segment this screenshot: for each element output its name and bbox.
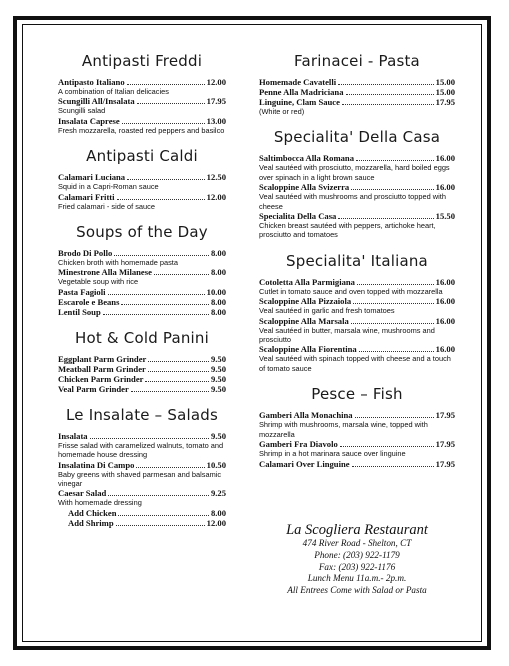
dot-leader bbox=[137, 96, 205, 104]
section-title: Antipasti Freddi bbox=[81, 52, 203, 70]
menu-item-description: Chicken breast sautéed with peppers, artichoke heart, prosciutto and tomatoes bbox=[259, 221, 436, 240]
menu-item-price: 8.00 bbox=[210, 507, 226, 518]
menu-item-price: 12.00 bbox=[206, 77, 226, 87]
menu-item-price: 8.00 bbox=[210, 248, 226, 259]
menu-item-description: Fried calamari - side of sauce bbox=[58, 201, 155, 211]
menu-item bbox=[259, 316, 455, 345]
dot-leader bbox=[103, 307, 209, 315]
menu-item bbox=[58, 287, 226, 297]
menu-item-row bbox=[58, 354, 226, 364]
menu-item-row bbox=[259, 182, 455, 192]
menu-item bbox=[58, 297, 226, 307]
menu-item-row bbox=[58, 518, 226, 528]
menu-item-name: Penne Alla Madriciana bbox=[259, 87, 344, 97]
menu-item-description: Shrimp in a hot marinara sauce over linguine bbox=[259, 449, 406, 459]
menu-item-price: 12.00 bbox=[206, 517, 226, 528]
section-title: Specialita' Italiana bbox=[286, 251, 428, 270]
menu-item-description: Squid in a Capri-Roman sauce bbox=[58, 182, 159, 192]
menu-item-row bbox=[58, 384, 226, 394]
dot-leader bbox=[127, 172, 205, 180]
menu-item bbox=[259, 87, 455, 97]
menu-item bbox=[259, 410, 455, 439]
restaurant-address: 474 River Road - Shelton, CT bbox=[302, 538, 412, 548]
menu-item-price: 16.00 bbox=[435, 315, 455, 326]
menu-item-name: Specialita Della Casa bbox=[259, 211, 337, 222]
menu-item-row bbox=[58, 96, 226, 106]
dot-leader bbox=[118, 508, 208, 516]
menu-item-price: 9.50 bbox=[210, 373, 226, 384]
menu-item bbox=[259, 77, 455, 87]
menu-item bbox=[259, 344, 455, 373]
menu-item-description: Veal sautéed with mushrooms and prosciutto topped with cheese bbox=[259, 192, 446, 211]
menu-item-description: Veal sautéed with prosciutto, mozzarella, hard boiled eggs over spinach in a light brown sauce bbox=[259, 163, 450, 182]
menu-item-row bbox=[58, 488, 226, 498]
menu-item-price: 9.50 bbox=[210, 353, 226, 364]
menu-item-name: Scaloppine Alla Svizerra bbox=[259, 182, 350, 193]
menu-item-price: 12.50 bbox=[206, 172, 226, 183]
dot-leader bbox=[340, 439, 434, 447]
dot-leader bbox=[351, 316, 434, 324]
section-title: Hot & Cold Panini bbox=[75, 328, 209, 347]
dot-leader bbox=[108, 287, 205, 295]
menu-item-row bbox=[259, 77, 455, 87]
menu-item-name: Linguine, Clam Sauce bbox=[259, 97, 340, 107]
section-title: Le Insalate – Salads bbox=[66, 405, 218, 424]
menu-item bbox=[58, 172, 226, 191]
menu-item-name: Veal Parm Grinder bbox=[58, 383, 129, 394]
menu-section-antipasti-freddi bbox=[58, 52, 226, 135]
menu-item-price: 17.95 bbox=[206, 96, 226, 107]
menu-item-description: Veal sautéed with spinach topped with cheese and a touch of tomato sauce bbox=[259, 354, 451, 373]
menu-item-description: Vegetable soup with rice bbox=[58, 277, 139, 287]
menu-item-name: Escarole e Beans bbox=[58, 296, 120, 307]
menu-item-name: Scungilli All/Insalata bbox=[58, 96, 135, 107]
menu-item-name: Minestrone Alla Milanese bbox=[58, 267, 152, 278]
menu-section-specialita-italiana bbox=[259, 252, 455, 373]
dot-leader bbox=[355, 410, 434, 418]
menu-section-hot-cold-panini bbox=[58, 329, 226, 394]
dot-leader bbox=[346, 87, 434, 95]
menu-item bbox=[58, 488, 226, 507]
menu-item-name: Homemade Cavatelli bbox=[259, 77, 337, 87]
dot-leader bbox=[357, 277, 434, 285]
menu-item-description: Chicken broth with homemade pasta bbox=[58, 258, 178, 268]
menu-item-price: 10.00 bbox=[206, 286, 226, 297]
menu-item-row bbox=[259, 296, 455, 306]
menu-item-price: 16.00 bbox=[435, 276, 455, 287]
menu-item-row bbox=[58, 364, 226, 374]
menu-item-price: 15.00 bbox=[435, 87, 455, 97]
dot-leader bbox=[136, 460, 204, 468]
menu-item-description: Baby greens with shaved parmesan and balsamic vinegar bbox=[58, 469, 222, 489]
menu-item-description: Fresh mozzarella, roasted red peppers and basilco bbox=[58, 125, 225, 135]
menu-item bbox=[58, 508, 226, 518]
menu-item-name: Insalatina Di Campo bbox=[58, 459, 135, 470]
menu-item-name: Scaloppine Alla Fiorentina bbox=[259, 344, 357, 355]
menu-section-specialita-della-casa bbox=[259, 128, 455, 239]
menu-item-name: Antipasto Italiano bbox=[58, 77, 125, 87]
menu-item-price: 17.95 bbox=[435, 458, 455, 469]
menu-item-price: 10.50 bbox=[206, 459, 226, 470]
menu-item-row bbox=[259, 439, 455, 449]
menu-item-row bbox=[259, 277, 455, 287]
menu-item bbox=[58, 192, 226, 211]
dot-leader bbox=[145, 374, 209, 382]
menu-item bbox=[58, 267, 226, 286]
menu-item-name: Saltimbocca Alla Romana bbox=[259, 153, 355, 164]
dot-leader bbox=[148, 364, 209, 372]
menu-item-row bbox=[58, 77, 226, 87]
menu-item-row bbox=[58, 374, 226, 384]
dot-leader bbox=[148, 354, 209, 362]
menu-item-name: Insalata Caprese bbox=[58, 115, 120, 126]
restaurant-phone: Phone: (203) 922-1179 bbox=[314, 549, 400, 560]
menu-section-soups-of-the-day bbox=[58, 223, 226, 317]
dot-leader bbox=[117, 192, 205, 200]
menu-item-price: 12.00 bbox=[206, 191, 226, 202]
menu-item bbox=[259, 153, 455, 182]
section-title: Antipasti Caldi bbox=[86, 147, 198, 166]
menu-item bbox=[58, 364, 226, 374]
menu-item-name: Insalata bbox=[58, 430, 88, 441]
menu-item-price: 9.50 bbox=[210, 430, 226, 441]
menu-item-price: 15.00 bbox=[435, 77, 455, 87]
menu-item-price: 17.95 bbox=[435, 439, 455, 450]
dot-leader bbox=[338, 211, 433, 219]
menu-item-name: Add Chicken bbox=[68, 507, 117, 518]
menu-item-name: Scaloppine Alla Marsala bbox=[259, 315, 349, 326]
menu-item-price: 8.00 bbox=[210, 296, 226, 307]
menu-item-name: Caesar Salad bbox=[58, 488, 107, 499]
section-title: Specialita' Della Casa bbox=[273, 128, 441, 147]
menu-section-le-insalate-salads bbox=[58, 406, 226, 528]
menu-item-name: Calamari Luciana bbox=[58, 172, 126, 183]
menu-item-name: Gamberi Alla Monachina bbox=[259, 410, 353, 421]
dot-leader bbox=[114, 248, 209, 256]
menu-item-price: 16.00 bbox=[435, 344, 455, 355]
menu-item-row bbox=[58, 267, 226, 277]
menu-item-row bbox=[58, 508, 226, 518]
menu-item-name: Pasta Fagioli bbox=[58, 286, 106, 297]
menu-item-row bbox=[58, 297, 226, 307]
menu-item-name: Chicken Parm Grinder bbox=[58, 373, 144, 384]
menu-item-name: Add Shrimp bbox=[68, 517, 114, 528]
menu-item-description: (White or red) bbox=[259, 107, 305, 116]
menu-item bbox=[259, 182, 455, 211]
restaurant-info bbox=[259, 522, 455, 597]
menu-item-name: Brodo Di Pollo bbox=[58, 248, 113, 259]
dot-leader bbox=[352, 459, 434, 467]
menu-item-description: With homemade dressing bbox=[58, 498, 142, 508]
lunch-hours: Lunch Menu 11a.m.- 2p.m. bbox=[307, 573, 407, 584]
menu-item-name: Gamberi Fra Diavolo bbox=[259, 439, 338, 450]
menu-item-row bbox=[58, 248, 226, 258]
dot-leader bbox=[342, 97, 434, 105]
menu-item-row bbox=[58, 192, 226, 202]
menu-item-description: Veal sautéed in garlic and fresh tomatoes bbox=[259, 306, 395, 316]
menu-item-name: Cotoletta Alla Parmigiana bbox=[259, 276, 355, 287]
menu-item-row bbox=[259, 153, 455, 163]
menu-item-description: Shrimp with mushrooms, marsala wine, topped with mozzarella bbox=[259, 420, 428, 439]
menu-item-row bbox=[259, 97, 455, 107]
menu-item-row bbox=[58, 460, 226, 470]
dot-leader bbox=[359, 344, 434, 352]
menu-item bbox=[259, 97, 455, 116]
right-menu-column bbox=[259, 52, 455, 469]
menu-item-price: 17.95 bbox=[435, 410, 455, 421]
menu-item-row bbox=[259, 410, 455, 420]
menu-item-row bbox=[259, 87, 455, 97]
menu-item-price: 13.00 bbox=[206, 115, 226, 126]
menu-item bbox=[58, 431, 226, 460]
restaurant-name: La Scogliera Restaurant bbox=[286, 522, 428, 538]
menu-item-row bbox=[58, 116, 226, 126]
menu-item-row bbox=[58, 431, 226, 441]
dot-leader bbox=[90, 431, 209, 439]
section-title: Farinacei - Pasta bbox=[294, 52, 420, 70]
menu-item-price: 8.00 bbox=[210, 267, 226, 278]
menu-item-description: A combination of Italian delicacies bbox=[58, 87, 169, 96]
menu-item bbox=[58, 374, 226, 384]
menu-item-price: 15.50 bbox=[435, 211, 455, 222]
restaurant-fax: Fax: (203) 922-1176 bbox=[318, 561, 396, 572]
menu-item bbox=[259, 439, 455, 458]
menu-item-description: Frisse salad with caramelized walnuts, tomato and homemade house dressing bbox=[58, 440, 224, 460]
dot-leader bbox=[338, 77, 434, 85]
menu-item bbox=[58, 307, 226, 317]
dot-leader bbox=[122, 116, 205, 124]
dot-leader bbox=[353, 296, 434, 304]
menu-item-price: 8.00 bbox=[210, 306, 226, 317]
dot-leader bbox=[154, 267, 209, 275]
menu-section-farinacei-pasta bbox=[259, 52, 455, 116]
section-title: Soups of the Day bbox=[76, 223, 208, 242]
left-menu-column bbox=[58, 52, 226, 528]
menu-item bbox=[259, 277, 455, 296]
menu-item bbox=[58, 384, 226, 394]
menu-item-row bbox=[58, 307, 226, 317]
dot-leader bbox=[127, 77, 205, 85]
dot-leader bbox=[116, 518, 205, 526]
menu-item-price: 17.95 bbox=[435, 97, 455, 107]
menu-item-description: Scungilli salad bbox=[58, 106, 106, 116]
menu-item-name: Eggplant Parm Grinder bbox=[58, 353, 147, 364]
menu-item-name: Scaloppine Alla Pizzaiola bbox=[259, 296, 352, 307]
menu-item-price: 16.00 bbox=[435, 296, 455, 307]
menu-item bbox=[259, 296, 455, 315]
menu-item-row bbox=[58, 172, 226, 182]
menu-item-description: Veal sautéed in butter, marsala wine, mushrooms and prosciutto bbox=[259, 325, 435, 345]
menu-item bbox=[58, 116, 226, 135]
dot-leader bbox=[121, 297, 209, 305]
menu-item-row bbox=[259, 344, 455, 354]
menu-item-price: 9.50 bbox=[210, 383, 226, 394]
menu-item bbox=[58, 248, 226, 267]
menu-item bbox=[259, 459, 455, 469]
menu-item bbox=[259, 211, 455, 240]
dot-leader bbox=[351, 182, 433, 190]
menu-item-price: 16.00 bbox=[435, 182, 455, 193]
menu-item-row bbox=[259, 459, 455, 469]
dot-leader bbox=[108, 488, 209, 496]
menu-item-row bbox=[259, 211, 455, 221]
menu-item-name: Calamari Fritti bbox=[58, 191, 115, 202]
menu-item bbox=[58, 96, 226, 115]
menu-item-row bbox=[58, 287, 226, 297]
dot-leader bbox=[356, 153, 434, 161]
section-title: Pesce – Fish bbox=[311, 385, 403, 404]
menu-section-pesce-fish bbox=[259, 385, 455, 468]
menu-item-description: Cutlet in tomato sauce and oven topped with mozzarella bbox=[259, 286, 443, 296]
menu-item-name: Meatball Parm Grinder bbox=[58, 363, 146, 374]
menu-item-row bbox=[259, 316, 455, 326]
menu-item-price: 16.00 bbox=[435, 153, 455, 164]
menu-item-price: 9.50 bbox=[210, 363, 226, 374]
menu-item-name: Calamari Over Linguine bbox=[259, 458, 350, 469]
menu-item bbox=[58, 518, 226, 528]
menu-item bbox=[58, 460, 226, 489]
menu-item bbox=[58, 354, 226, 364]
menu-item bbox=[58, 77, 226, 96]
menu-item-name: Lentil Soup bbox=[58, 306, 101, 317]
entree-note: All Entrees Come with Salad or Pasta bbox=[287, 585, 427, 596]
menu-section-antipasti-caldi bbox=[58, 147, 226, 211]
menu-item-price: 9.25 bbox=[210, 488, 226, 499]
dot-leader bbox=[131, 384, 209, 392]
